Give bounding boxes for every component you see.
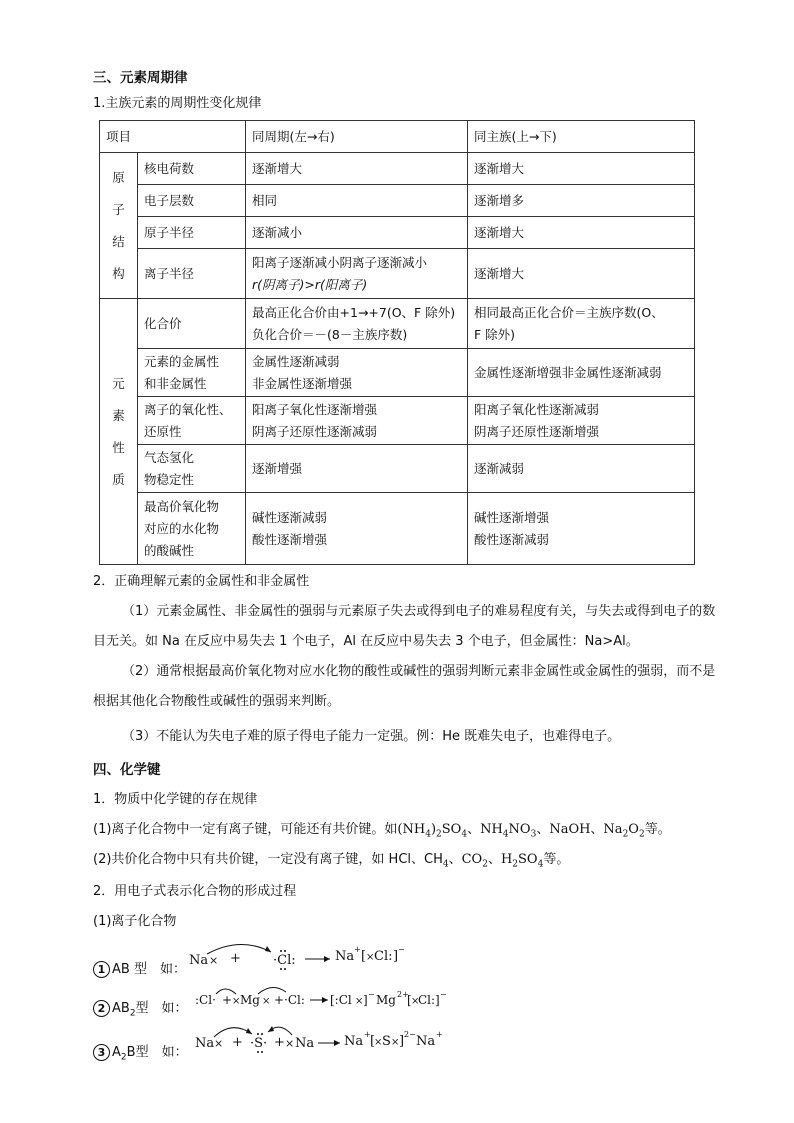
svg-text:Na: Na	[416, 1034, 436, 1049]
paragraph-3: （3）不能认为失电子难的原子得电子能力一定强。例：He 既难失电子，也难得电子。	[122, 729, 621, 744]
category-element-properties: 元 素 性 质	[100, 299, 138, 565]
example-ab-label: 1 AB 型 如：	[93, 958, 186, 978]
nacl-formation-diagram	[185, 932, 415, 980]
cell-group: 逐渐减弱	[468, 445, 695, 493]
cell-period: 相同	[246, 185, 468, 217]
table-row	[100, 299, 695, 349]
subheading-metallicity: 2．正确理解元素的金属性和非金属性	[93, 574, 310, 589]
svg-text:+: +	[436, 1030, 443, 1039]
svg-text:]: ]	[399, 1034, 405, 1049]
row-label: 离子的氧化性、 还原性	[138, 397, 246, 445]
subheading-main-group-trends: 1.主族元素的周期性变化规律	[93, 96, 262, 111]
cell-group: 相同最高正化合价＝主族序数(O、 F 除外)	[468, 299, 695, 349]
table-row	[100, 249, 695, 299]
paragraph-1-line-1: （1）元素金属性、非金属性的强弱与元素原子失去或得到电子的难易程度有关，与失去或得到电子的数	[122, 604, 716, 619]
subheading-ionic-compound: (1)离子化合物	[93, 914, 177, 929]
paragraph-2-line-1: （2）通常根据最高价氧化物对应水化物的酸性或碱性的强弱判断元素非金属性或金属性的强弱，而不是	[122, 664, 716, 679]
table-row	[100, 217, 695, 249]
cell-group: 逐渐增大	[468, 153, 695, 185]
svg-text:×: ×	[232, 996, 241, 1007]
cell-group: 阳离子氧化性逐渐减弱 阴离子还原性逐渐增强	[468, 397, 695, 445]
svg-text:·Cl:: ·Cl:	[273, 953, 296, 968]
svg-text:[: [	[370, 1034, 376, 1049]
example-ab2-label: 2 $AB_2$型 如：	[93, 997, 188, 1017]
header-same-period: 同周期(左→右)	[246, 121, 468, 153]
svg-text:×: ×	[374, 1037, 383, 1048]
table-row	[100, 185, 695, 217]
cell-group: 逐渐增大	[468, 217, 695, 249]
svg-text:+: +	[232, 1035, 243, 1050]
svg-text:·Cl:: ·Cl:	[284, 993, 305, 1007]
svg-text:[: [	[361, 949, 367, 964]
row-label: 离子半径	[138, 249, 246, 299]
table-row	[100, 349, 695, 397]
cell-period: 碱性逐渐减弱 酸性逐渐增强	[246, 493, 468, 565]
rule-ionic-compounds: (1)离子化合物中一定有离子键，可能还有共价键。如$(NH_4)_2SO_4$、$NH_4NO_3$、NaOH、$Na_2O_2$等。	[93, 822, 671, 840]
svg-text:×: ×	[214, 1037, 224, 1050]
svg-text:×: ×	[411, 996, 420, 1007]
subheading-bond-rules: 1．物质中化学键的存在规律	[93, 792, 258, 807]
cell-period: 逐渐增强	[246, 445, 468, 493]
svg-text:[: [	[407, 993, 412, 1007]
svg-text:Na: Na	[344, 1034, 364, 1049]
row-label: 核电荷数	[138, 153, 246, 185]
svg-text:]: ]	[435, 993, 440, 1007]
svg-text:2+: 2+	[397, 990, 409, 999]
svg-text:×: ×	[391, 1037, 400, 1048]
cell-group: 碱性逐渐增强 酸性逐渐减弱	[468, 493, 695, 565]
svg-text:+: +	[274, 1035, 285, 1050]
svg-text::Cl·: :Cl·	[195, 993, 216, 1007]
svg-text:Na: Na	[295, 1036, 315, 1051]
svg-text:Mg: Mg	[240, 993, 260, 1007]
svg-text:−: −	[368, 990, 375, 999]
svg-text:Na: Na	[189, 953, 209, 968]
svg-text:S: S	[382, 1034, 391, 1049]
mgcl2-formation-diagram	[192, 980, 452, 1020]
cell-period: 逐渐减小	[246, 217, 468, 249]
row-label: 化合价	[138, 299, 246, 349]
svg-text:+: +	[364, 1030, 371, 1039]
svg-text:−: −	[398, 945, 405, 954]
svg-text:×: ×	[355, 996, 364, 1007]
svg-text:2−: 2−	[404, 1030, 416, 1039]
cell-period: 最高正化合价由+1→+7(O、F 除外) 负化合价＝－(8－主族序数)	[246, 299, 468, 349]
svg-text:Mg: Mg	[376, 993, 396, 1007]
table-row	[100, 493, 695, 565]
svg-text:×: ×	[285, 1037, 295, 1050]
header-same-group: 同主族(上→下)	[468, 121, 695, 153]
svg-text:]: ]	[393, 949, 399, 964]
svg-text:·S·: ·S·	[250, 1036, 268, 1051]
section-title-periodic-law: 三、元素周期律	[93, 70, 188, 86]
svg-text:Na: Na	[195, 1036, 215, 1051]
periodic-trends-table	[99, 120, 695, 565]
svg-text:Cl:: Cl:	[374, 949, 393, 964]
paragraph-1-line-2: 目无关。如 Na 在反应中易失去 1 个电子，Al 在反应中易失去 3 个电子，但金属性：Na>Al。	[93, 634, 639, 649]
cell-group: 金属性逐渐增强非金属性逐渐减弱	[468, 349, 695, 397]
row-label: 气态氢化 物稳定性	[138, 445, 246, 493]
svg-text:[:Cl: [:Cl	[330, 993, 352, 1007]
row-label: 元素的金属性 和非金属性	[138, 349, 246, 397]
row-label: 最高价氧化物 对应的水化物 的酸碱性	[138, 493, 246, 565]
table-row	[100, 153, 695, 185]
svg-text:×: ×	[366, 952, 375, 963]
svg-text:−: −	[440, 990, 447, 999]
header-item: 项目	[100, 121, 246, 153]
cell-period: 阳离子氧化性逐渐增强 阴离子还原性逐渐减弱	[246, 397, 468, 445]
svg-text:+: +	[274, 993, 285, 1007]
table-row	[100, 397, 695, 445]
table-row	[100, 445, 695, 493]
rule-covalent-compounds: (2)共价化合物中只有共价键，一定没有离子键，如 HCl、$CH_4$、$CO_2$、$H_2SO_4$等。	[93, 852, 570, 870]
paragraph-2-line-2: 根据其他化合物酸性或碱性的强弱来判断。	[93, 694, 341, 709]
cell-group: 逐渐增多	[468, 185, 695, 217]
example-a2b-label: 3 $A_2B$型 如：	[93, 1041, 188, 1061]
section-title-chemical-bond: 四、化学键	[93, 762, 161, 778]
table-header-row	[100, 121, 695, 153]
svg-text:×: ×	[262, 996, 271, 1007]
category-atomic-structure: 原 子 结 构	[100, 153, 138, 299]
subheading-electron-formula: 2．用电子式表示化合物的形成过程	[93, 884, 297, 899]
svg-text:]: ]	[363, 993, 368, 1007]
na2s-formation-diagram	[192, 1018, 452, 1064]
cell-period: 金属性逐渐减弱 非金属性逐渐增强	[246, 349, 468, 397]
svg-text:Na: Na	[335, 949, 355, 964]
svg-text:+: +	[222, 993, 233, 1007]
cell-group: 逐渐增大	[468, 249, 695, 299]
svg-text:+: +	[230, 951, 241, 966]
svg-text:+: +	[354, 945, 361, 954]
svg-text:Cl:: Cl:	[418, 993, 436, 1007]
row-label: 原子半径	[138, 217, 246, 249]
cell-period: 阳离子逐渐减小阴离子逐渐减小 r(阴离子)>r(阳离子)	[246, 249, 468, 299]
svg-text:×: ×	[209, 954, 219, 967]
cell-period: 逐渐增大	[246, 153, 468, 185]
row-label: 电子层数	[138, 185, 246, 217]
